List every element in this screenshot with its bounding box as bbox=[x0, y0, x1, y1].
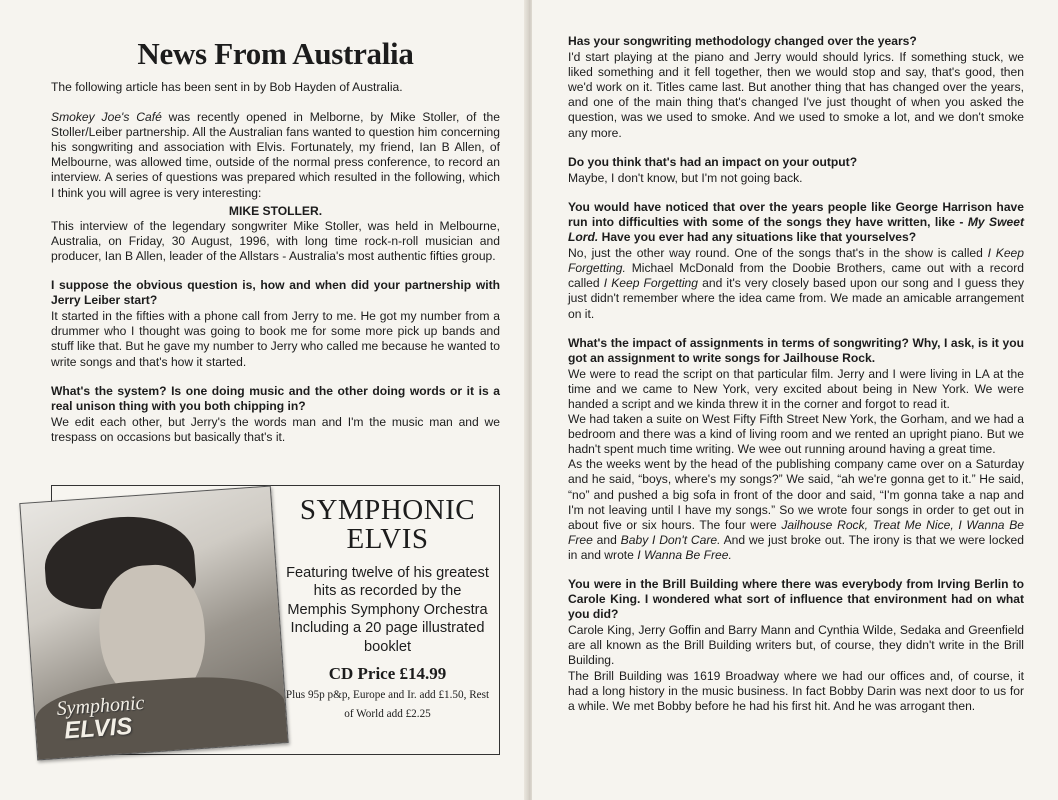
advert-price: CD Price £14.99 bbox=[328, 664, 447, 684]
interview-answer: The Brill Building was 1619 Broadway where we had our offices and, of course, it had a long history in the music business. In fact Bobby Darin was next door to us for a while. We met Bobby before he had his first hit. And he was arrogant then. bbox=[568, 668, 1024, 713]
song-title: Baby I Don't Care. bbox=[620, 532, 721, 547]
interview-question: You would have noticed that over the years people like George Harrison have run into difficulties with some of the songs they have written, like - My Sweet Lord. Have you ever had any situations like that yourselves? bbox=[568, 199, 1024, 245]
interview-answer: We were to read the script on that particular film. Jerry and I were living in LA at the time and we came to New York, very excited about being in New York. We were handed a script and we kinda threw it in the corner and forgot to read it. bbox=[568, 366, 1024, 411]
intro-paragraph: The following article has been sent in by Bob Hayden of Australia. bbox=[51, 80, 403, 94]
advert-title-line: ELVIS bbox=[346, 523, 429, 555]
article-paragraph: This interview of the legendary songwriter Mike Stoller, was held in Melbourne, Australia, on Friday, 30 August, 1996, with long time rock-n-roll musician and producer, Ian B Allen, leader of the Allstars - Australia's most authentic fifties group. bbox=[51, 218, 500, 263]
song-title: I Keep Forgetting. bbox=[568, 246, 1025, 276]
interview-answer: We edit each other, but Jerry's the words man and I'm the music man and we trespass on occasions but basically that's it. bbox=[51, 414, 500, 444]
advert-postage: Plus 95p p&p, Europe and Ir. add £1.50, Rest of World add £2.25 bbox=[285, 689, 490, 721]
interview-question: Has your songwriting methodology changed over the years? bbox=[568, 34, 917, 48]
section-heading: MIKE STOLLER. bbox=[228, 203, 323, 218]
left-page bbox=[0, 0, 527, 800]
interview-answer: No, just the other way round. One of the songs that's in the show is called I Keep Forgetting. Michael McDonald from the Doobie Brothers, came out with a record called I Keep Forgetting and it's very closely based upon our song and I guess they just didn't remember where the idea came from. We made an amicable arrangement on it. bbox=[568, 246, 1025, 321]
interview-answer: Maybe, I don't know, but I'm not going back. bbox=[568, 170, 803, 185]
interview-question: You were in the Brill Building where there was everybody from Irving Berlin to Carole King. I wondered what sort of influence that environment had on what you did? bbox=[568, 577, 1024, 622]
interview-question: What's the impact of assignments in terms of songwriting? Why, I ask, is it you got an assignment to write songs for Jailhouse Rock. bbox=[568, 335, 1024, 365]
interview-answer: It started in the fifties with a phone call from Jerry to me. He got my number from a drummer who I thought was going to book me for some more pick up bands and stuff like that. But he gave my number to Jerry who called me because he wanted to write songs and that's how it started. bbox=[51, 309, 500, 369]
interview-question: I suppose the obvious question is, how and when did your partnership with Jerry Leiber start? bbox=[51, 278, 500, 308]
interview-answer: We had taken a suite on West Fifty Fifth Street New York, the Gorham, and we had a bedroom and there was a kind of living room and we rented an upright piano. But we hadn't spent much time writing. We wee out running around having a great time. bbox=[568, 412, 1024, 457]
album-cover-image bbox=[19, 486, 288, 761]
song-title: I Keep Forgetting bbox=[603, 276, 699, 291]
interview-question: Do you think that's had an impact on your output? bbox=[568, 154, 858, 169]
article-paragraph: Smokey Joe's Café was recently opened in Melborne, by Mike Stoller, of the Stoller/Leiber partnership. All the Australian fans wanted to question him concerning his songwriting and association with Elvis. Fortunately, my friend, Ian B Allen, of Melbourne, was allowed time, outside of the normal press conference, to record an interview. A series of questions was prepared which resulted in the following, which I think you will agree is very interesting: bbox=[51, 110, 500, 200]
page-title: News From Australia bbox=[137, 36, 414, 71]
advert-description: Featuring twelve of his greatest hits as recorded by the Memphis Symphony Orchestra Including a 20 page illustrated booklet bbox=[286, 565, 489, 655]
left-column bbox=[51, 80, 500, 445]
advert-text bbox=[285, 496, 490, 724]
symphonic-elvis-advert bbox=[51, 485, 500, 755]
interview-question: What's the system? Is one doing music and the other doing words or it is a real unison thing with you both chipping in? bbox=[51, 383, 500, 413]
interview-answer: I'd start playing at the piano and Jerry would should lyrics. If something stuck, we liked something and it fell together, then we would stop and say, that's good, then we'd work on it. Titles came last. But another thing that has changed over the years, and one of the main thing that's changed I've just thought of when you asked the question, was we used to smoke. And we used to smoke a lot, and we don't smoke any more. bbox=[568, 50, 1024, 140]
interview-answer: As the weeks went by the head of the publishing company came over on a Saturday and he said, “boys, where's my songs?” We said, “ah we're gonna get to it.” He said, “no” and pushed a big sofa in front of the door and said, “I'm gonna take a nap and I'm not leaving until I have my songs.” So we wrote four songs in order to get out in about five or six hours. The four were Jailhouse Rock, Treat Me Nice, I Wanna Be Free and Baby I Don't Care. And we just broke out. The irony is that we were locked in and wrote I Wanna Be Free. bbox=[568, 457, 1024, 562]
song-title: Jailhouse Rock, Treat Me Nice, I Wanna Be Free bbox=[568, 517, 1024, 547]
cover-lettering: ELVIS bbox=[63, 712, 134, 745]
right-column bbox=[568, 6, 1024, 714]
right-page bbox=[532, 0, 1058, 800]
venue-name: Smokey Joe's Café bbox=[51, 110, 162, 125]
song-title: I Wanna Be Free. bbox=[637, 547, 732, 562]
interview-answer: Carole King, Jerry Goffin and Barry Mann and Cynthia Wilde, Sedaka and Greenfield are all known as the Brill Building writers but, of course, they didn't write in the Brill Building. bbox=[568, 623, 1024, 668]
cover-lettering: Symphonic bbox=[55, 691, 146, 720]
song-title: My Sweet Lord. bbox=[568, 214, 1024, 245]
advert-title-line: SYMPHONIC bbox=[299, 494, 476, 526]
